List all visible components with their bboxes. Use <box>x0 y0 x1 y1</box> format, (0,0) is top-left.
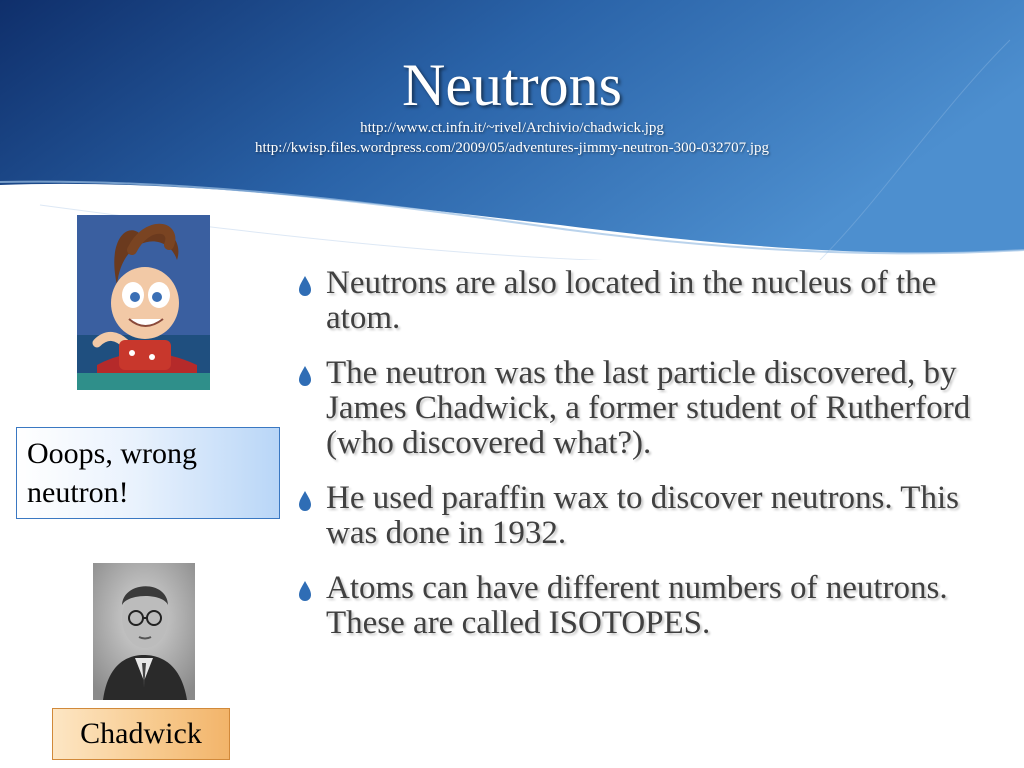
bullet-item <box>296 266 996 336</box>
bullet-text: Neutrons are also located in the nucleus of the atom. <box>326 265 937 336</box>
source-url-jimmy-neutron[interactable]: http://kwisp.files.wordpress.com/2009/05/adventures-jimmy-neutron-300-032707.jpg <box>254 140 770 156</box>
title-block <box>0 52 1024 158</box>
bullet-item <box>296 571 996 641</box>
flame-bullet-icon <box>296 579 326 603</box>
bullet-text: Atoms can have different numbers of neutrons. These are called ISOTOPES. <box>326 570 948 641</box>
flame-bullet-icon <box>296 364 326 388</box>
flame-bullet-icon <box>296 489 326 513</box>
bullet-item <box>296 481 996 551</box>
bullet-text: The neutron was the last particle discovered, by James Chadwick, a former student of Rutherford (who discovered what?). <box>326 355 971 461</box>
bullet-text: He used paraffin wax to discover neutrons. This was done in 1932. <box>326 480 959 551</box>
slide-title: Neutrons <box>402 52 622 118</box>
wrong-neutron-callout: Ooops, wrong neutron! <box>16 427 280 519</box>
bullet-item <box>296 356 996 461</box>
bullet-list <box>296 266 996 661</box>
james-chadwick-portrait-image <box>93 563 195 700</box>
chadwick-caption: Chadwick <box>52 708 230 760</box>
jimmy-neutron-cartoon-image <box>77 215 210 390</box>
flame-bullet-icon <box>296 274 326 298</box>
source-url-chadwick[interactable]: http://www.ct.infn.it/~rivel/Archivio/chadwick.jpg <box>360 120 664 136</box>
